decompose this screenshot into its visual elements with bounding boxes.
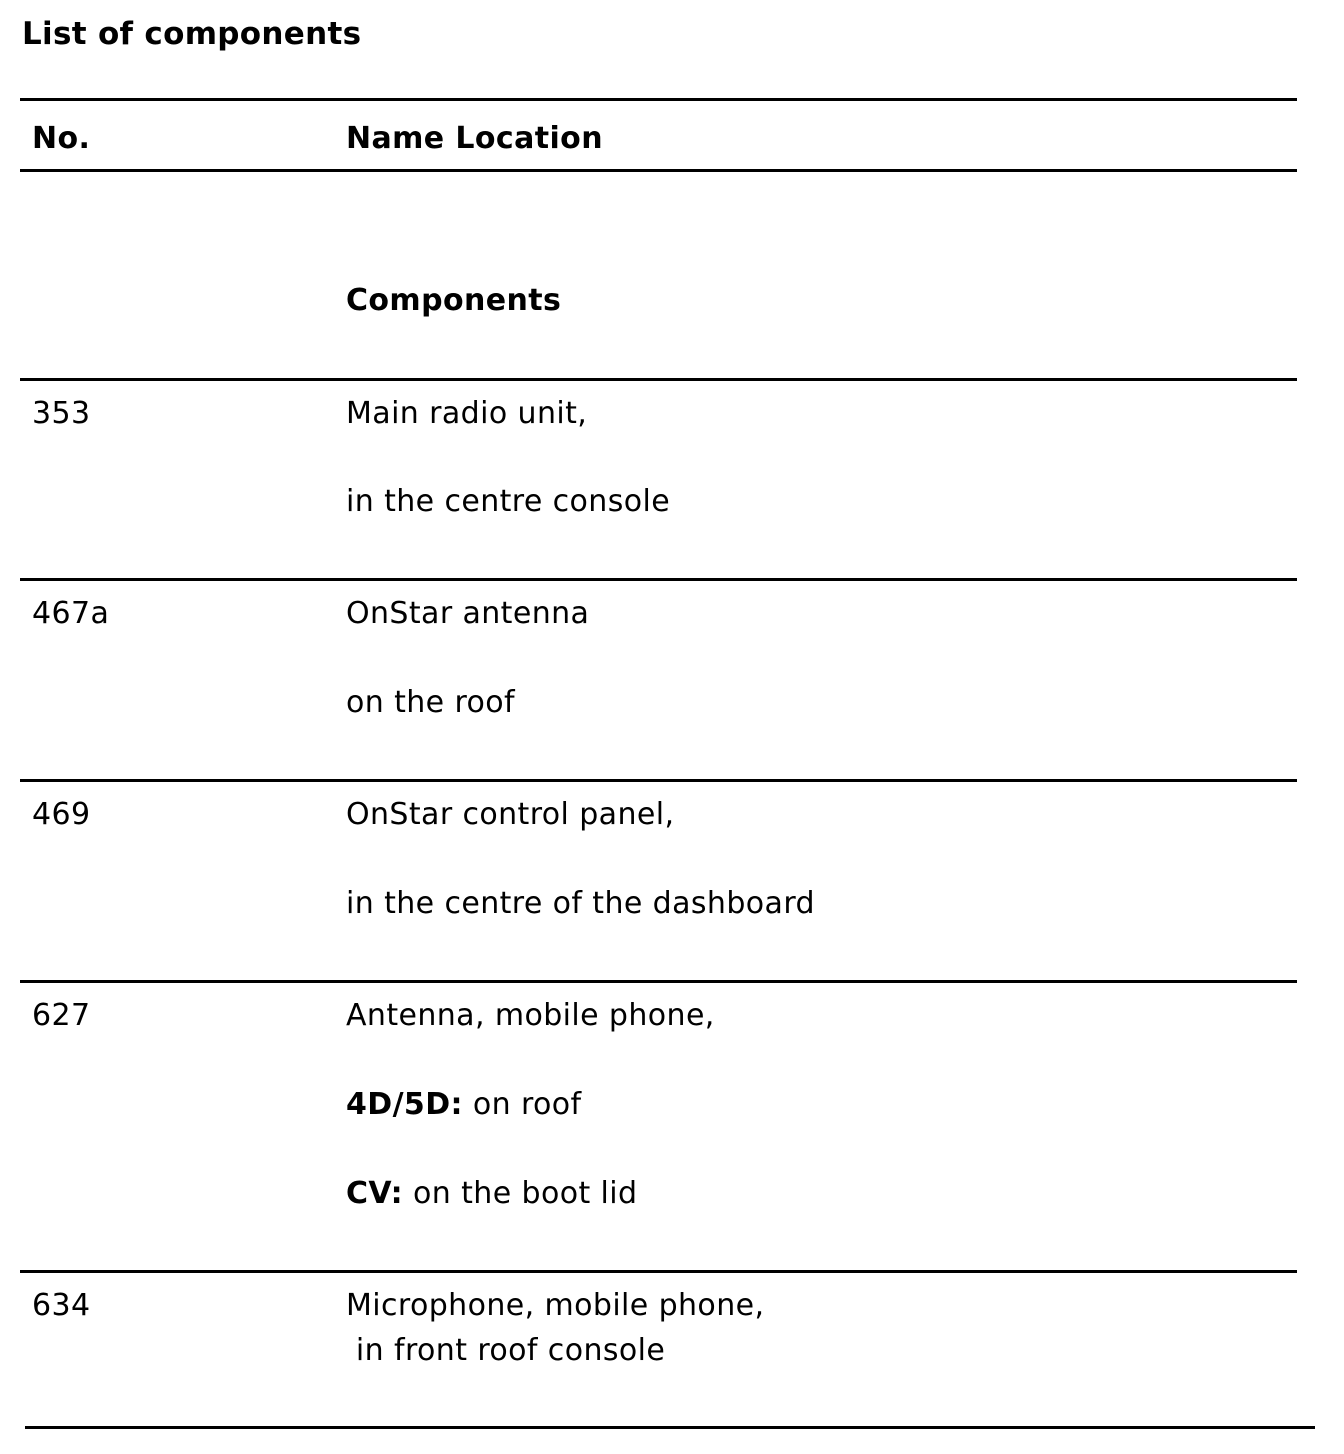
row-rule-2 xyxy=(20,578,1297,581)
row-line: Main radio unit, xyxy=(346,396,588,431)
row-number: 469 xyxy=(32,797,91,832)
document-title: List of components xyxy=(22,16,362,52)
row-line: in front roof console xyxy=(346,1333,666,1368)
row-line: on the roof xyxy=(346,685,516,720)
header-bottom-rule xyxy=(20,169,1297,172)
row-rule-3 xyxy=(20,779,1297,782)
variant-location: on roof xyxy=(462,1087,582,1122)
row-line: OnStar control panel, xyxy=(346,797,675,832)
row-line xyxy=(346,1087,582,1123)
table-bottom-rule xyxy=(25,1426,1315,1429)
row-number: 627 xyxy=(32,998,91,1033)
section-heading-components: Components xyxy=(346,283,562,318)
row-rule-5 xyxy=(20,1270,1297,1273)
header-name-location: Name Location xyxy=(346,121,603,156)
row-line: OnStar antenna xyxy=(346,596,590,631)
row-line xyxy=(346,1176,637,1212)
row-rule-4 xyxy=(20,980,1297,983)
table-top-rule xyxy=(20,98,1297,101)
row-line: in the centre of the dashboard xyxy=(346,886,815,921)
header-no: No. xyxy=(32,121,91,156)
row-number: 467a xyxy=(32,596,110,631)
row-line: Microphone, mobile phone, xyxy=(346,1288,765,1323)
variant-label: CV: xyxy=(346,1176,404,1211)
row-line: Antenna, mobile phone, xyxy=(346,998,715,1033)
row-number: 353 xyxy=(32,396,91,431)
variant-location: on the boot lid xyxy=(403,1176,638,1211)
row-rule-1 xyxy=(20,378,1297,381)
variant-label: 4D/5D: xyxy=(346,1087,463,1122)
row-line: in the centre console xyxy=(346,484,671,519)
row-number: 634 xyxy=(32,1288,91,1323)
